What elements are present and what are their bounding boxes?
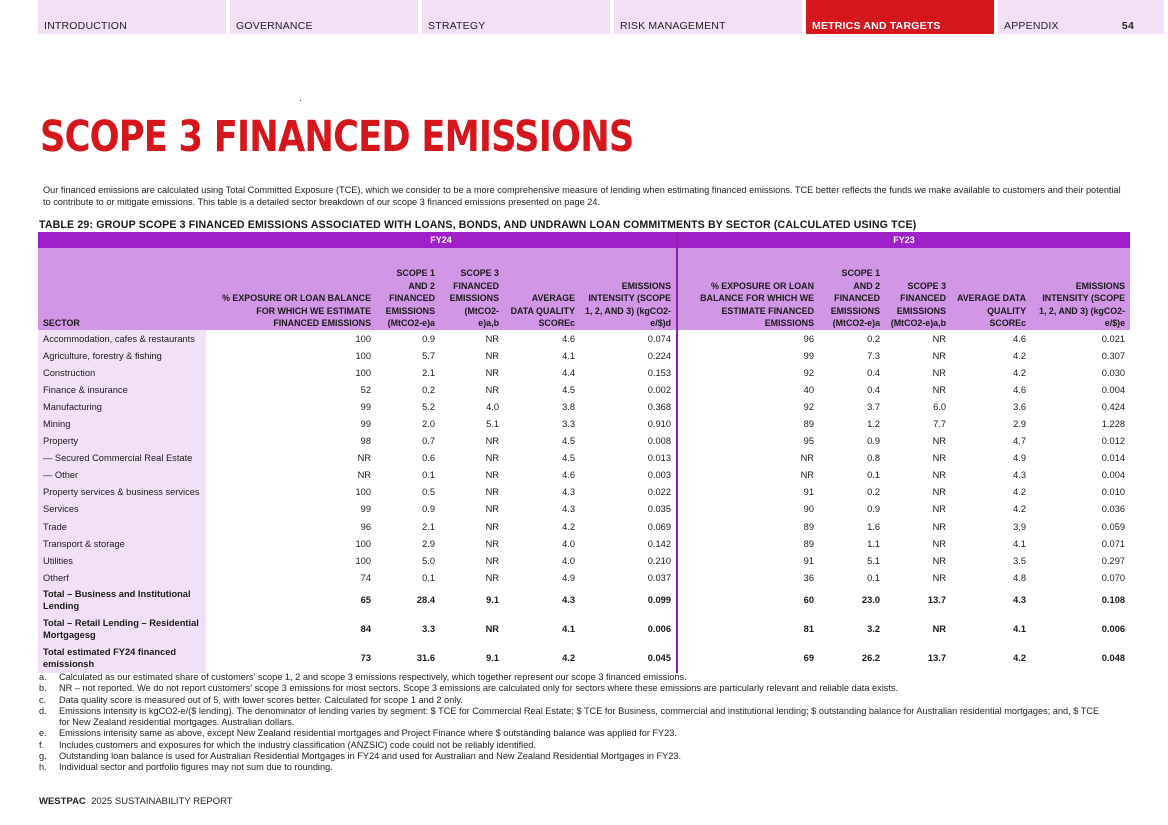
value-cell: 5.1 [486, 419, 499, 430]
table-row [38, 364, 1130, 381]
value-cell: 0.142 [647, 538, 672, 549]
value-cell: 0.7 [422, 436, 435, 447]
value-cell: 0.1 [867, 470, 881, 481]
value-cell: 91 [677, 484, 819, 501]
value-cell: NR [485, 624, 499, 635]
table-title: TABLE 29: GROUP SCOPE 3 FINANCED EMISSIONS ASSOCIATED WITH LOANS, BONDS, AND UNDRAWN LOAN COMMITMENTS BY SECTOR (CALCULATED USING TCE) [39, 219, 917, 231]
value-cell: NR [932, 504, 947, 515]
value-cell: 3.3 [562, 419, 575, 430]
value-cell: NR [485, 487, 499, 498]
value-cell: 9.1 [486, 595, 499, 606]
table-row [38, 501, 1130, 518]
value-cell: 3.3 [422, 624, 435, 635]
value-cell: 0.210 [647, 555, 672, 566]
sector-cell: Utilities [38, 552, 206, 569]
value-cell: 0.910 [647, 419, 672, 430]
value-cell: 4.6 [562, 333, 575, 344]
value-cell: 0.006 [647, 624, 672, 635]
table-row [38, 347, 1130, 364]
value-cell: 0.069 [647, 521, 672, 532]
value-cell: 2.9 [422, 538, 435, 549]
year-fy24: FY24 [206, 232, 677, 248]
value-cell: 4.2 [1013, 504, 1027, 515]
year-header-row [38, 232, 1130, 248]
value-cell: NR [357, 470, 371, 481]
footnote-letter: e. [39, 728, 47, 739]
value-cell: 4.5 [562, 436, 575, 447]
value-cell: 40 [677, 381, 819, 398]
value-cell: NR [485, 333, 499, 344]
value-cell: NR [932, 333, 947, 344]
value-cell: 0.2 [867, 487, 881, 498]
sector-cell: Services [38, 501, 206, 518]
value-cell: 0.030 [1101, 367, 1126, 378]
footnote-text: Outstanding loan balance is used for Australian Residential Mortgages in FY24 and used for Australian and New Zealand Residential Mortgages in FY23. [59, 751, 682, 762]
value-cell: 4.1 [1013, 624, 1027, 635]
value-cell: NR [485, 538, 499, 549]
value-cell: 0.4 [867, 367, 881, 378]
table-row [38, 398, 1130, 415]
value-cell: 23.0 [861, 595, 881, 606]
value-cell: 0.1 [422, 572, 435, 583]
value-cell: 1.2 [867, 419, 881, 430]
value-cell: 3.2 [867, 624, 881, 635]
sector-cell: Property services & business services [38, 484, 206, 501]
value-cell: 3.6 [1013, 401, 1027, 412]
value-cell: 3.7 [867, 401, 881, 412]
value-cell: 2.1 [422, 367, 435, 378]
value-cell: NR [677, 450, 819, 467]
value-cell: 0.070 [1101, 572, 1126, 583]
col-exposure: % EXPOSURE OR LOAN BALANCE FOR WHICH WE ESTIMATE FINANCED EMISSIONS [206, 248, 376, 330]
footnote [39, 706, 1109, 729]
value-cell: 0.9 [867, 436, 881, 447]
value-cell: NR [932, 572, 947, 583]
value-cell: 5.2 [422, 401, 435, 412]
value-cell: 9.1 [486, 653, 499, 664]
value-cell: 0.2 [867, 333, 881, 344]
value-cell: 4.5 [562, 453, 575, 464]
col-exposure: % EXPOSURE OR LOAN BALANCE FOR WHICH WE ESTIMATE FINANCED EMISSIONS [677, 248, 819, 330]
col-quality: AVERAGE DATA QUALITY SCOREc [951, 248, 1031, 330]
table-row [38, 381, 1130, 398]
footer-report: 2025 SUSTAINABILITY REPORT [91, 796, 233, 807]
sector-cell: Mining [38, 415, 206, 432]
table-body [38, 330, 1130, 673]
value-cell: 4.7 [1013, 436, 1027, 447]
footer-brand: WESTPAC [39, 796, 86, 807]
col-quality: AVERAGE DATA QUALITY SCOREc [504, 248, 580, 330]
value-cell: NR [932, 521, 947, 532]
footnote [39, 740, 1109, 751]
table-row [38, 518, 1130, 535]
value-cell: 0.153 [647, 367, 672, 378]
footnote-text: Data quality score is measured out of 5, with lower scores better. Calculated for scope 1 and 2 only. [59, 694, 463, 705]
value-cell: 0.108 [1101, 595, 1126, 606]
value-cell: NR [485, 436, 499, 447]
footnote-letter: b. [39, 683, 47, 694]
value-cell: 0.021 [1101, 333, 1126, 344]
value-cell: 28.4 [416, 595, 435, 606]
value-cell: 0.5 [422, 487, 435, 498]
col-intensity: EMISSIONS INTENSITY (SCOPE 1, 2, AND 3) (kgCO2-e/$)e [1031, 248, 1130, 330]
sector-cell: Finance & insurance [38, 381, 206, 398]
footnote [39, 728, 1109, 739]
value-cell: 0.2 [422, 384, 435, 395]
value-cell: 4.9 [562, 572, 575, 583]
total-row [38, 586, 1130, 615]
value-cell: 4.2 [1013, 653, 1027, 664]
sector-cell: Transport & storage [38, 535, 206, 552]
value-cell: 0.071 [1101, 538, 1126, 549]
tab-appendix[interactable] [998, 0, 1164, 34]
tab-label: APPENDIX [1004, 20, 1059, 32]
sector-cell: Otherf [38, 569, 206, 586]
value-cell: 96 [677, 330, 819, 347]
value-cell: 0.9 [422, 333, 435, 344]
tab-introduction[interactable] [38, 0, 226, 34]
value-cell: NR [932, 350, 947, 361]
footnote-text: Emissions intensity is kgCO2-e/($ lending). The denominator of lending varies by segment: $ TCE for Commercial Real Estate; $ TCE for Business, commercial and institutional lending; $ outstanding balance for Australian residential mortgages; and, $ TCE for New Zealand residential mortgages. Australian dollars. [59, 705, 1100, 728]
value-cell: 2.9 [1013, 419, 1027, 430]
footnote [39, 762, 1109, 773]
value-cell: 96 [360, 521, 371, 532]
value-cell: NR [485, 555, 499, 566]
value-cell: 1.1 [867, 538, 881, 549]
value-cell: NR [932, 453, 947, 464]
tab-label: GOVERNANCE [236, 20, 313, 32]
year-fy23: FY23 [677, 232, 1130, 248]
footnote-text: Individual sector and portfolio figures may not sum due to rounding. [59, 762, 333, 773]
value-cell: 89 [677, 415, 819, 432]
tab-label: METRICS AND TARGETS [812, 20, 941, 32]
value-cell: 89 [677, 518, 819, 535]
sector-cell: Accommodation, cafes & restaurants [38, 330, 206, 347]
value-cell: 4.1 [562, 624, 575, 635]
value-cell: 5.1 [867, 555, 881, 566]
value-cell: 90 [677, 501, 819, 518]
value-cell: NR [485, 521, 499, 532]
col-scope12: SCOPE 1 AND 2 FINANCED EMISSIONS (MtCO2-e)a [376, 248, 440, 330]
value-cell: 0.037 [647, 572, 672, 583]
value-cell: 7.7 [933, 419, 947, 430]
footnote-letter: a. [39, 672, 47, 682]
value-cell: 4.6 [1013, 333, 1027, 344]
value-cell: 0.036 [1101, 504, 1126, 515]
value-cell: 65 [360, 595, 371, 606]
value-cell: NR [485, 572, 499, 583]
footnote-letter: d. [39, 705, 47, 716]
footnote [39, 751, 1109, 762]
footnote [39, 672, 1109, 683]
value-cell: NR [932, 624, 947, 635]
footnote [39, 695, 1109, 706]
value-cell: 4.8 [1013, 572, 1027, 583]
value-cell: 100 [355, 487, 371, 498]
tab-risk-management[interactable] [614, 0, 802, 34]
tab-metrics-and-targets[interactable] [806, 0, 994, 34]
sector-cell: Construction [38, 364, 206, 381]
value-cell: 100 [355, 538, 371, 549]
value-cell: 52 [360, 384, 371, 395]
value-cell: 4.2 [1013, 350, 1027, 361]
value-cell: 0.099 [647, 595, 672, 606]
total-row [38, 644, 1130, 673]
col-intensity: EMISSIONS INTENSITY (SCOPE 1, 2, AND 3) (kgCO2-e/$)d [580, 248, 677, 330]
value-cell: 74 [360, 572, 371, 583]
value-cell: 0.9 [867, 504, 881, 515]
value-cell: 0.006 [1101, 624, 1126, 635]
intro-paragraph: Our financed emissions are calculated using Total Committed Exposure (TCE), which we consider to be a more comprehensive measure of lending when estimating financed emissions. TCE better reflects the funds we make available to customers and their potential to contribute to or mitigate emissions. This table is a detailed sector breakdown of our scope 3 financed emissions presented on page 24. [43, 185, 1121, 207]
tab-label: RISK MANAGEMENT [620, 20, 726, 32]
value-cell: 0.035 [647, 504, 672, 515]
value-cell: 0.013 [647, 453, 672, 464]
value-cell: 0.004 [1101, 470, 1126, 481]
table-row [38, 484, 1130, 501]
value-cell: NR [932, 487, 947, 498]
footnote-letter: g. [39, 751, 47, 762]
sector-cell: Manufacturing [38, 398, 206, 415]
value-cell: 4.2 [562, 521, 575, 532]
tab-strategy[interactable] [422, 0, 610, 34]
value-cell: 0.4 [867, 384, 881, 395]
tab-governance[interactable] [230, 0, 418, 34]
value-cell: 4.3 [1013, 595, 1027, 606]
footnote-text: Calculated as our estimated share of customers' scope 1, 2 and scope 3 emissions respectively, which together represent our scope 3 financed emissions. [59, 672, 687, 682]
value-cell: 99 [360, 504, 371, 515]
value-cell: 0.8 [867, 453, 881, 464]
value-cell: 0.424 [1101, 401, 1126, 412]
value-cell: 1.6 [867, 521, 881, 532]
value-cell: 4.2 [1013, 367, 1027, 378]
value-cell: 3.8 [562, 401, 575, 412]
value-cell: 0.010 [1101, 487, 1126, 498]
value-cell: 0.045 [647, 653, 672, 664]
value-cell: 98 [360, 436, 371, 447]
value-cell: 0.059 [1101, 521, 1126, 532]
value-cell: 4.2 [1013, 487, 1027, 498]
value-cell: 69 [677, 644, 819, 673]
column-header-row [38, 248, 1130, 330]
value-cell: 92 [677, 364, 819, 381]
col-scope3: SCOPE 3 FINANCED EMISSIONS (MtCO2-e)a,b [885, 248, 951, 330]
page-title: SCOPE 3 FINANCED EMISSIONS [40, 112, 634, 162]
value-cell: 0.008 [647, 436, 672, 447]
tab-label: STRATEGY [428, 20, 486, 32]
value-cell: 0.307 [1101, 350, 1126, 361]
footer [39, 796, 233, 807]
value-cell: 7.3 [867, 350, 881, 361]
top-nav [38, 0, 1168, 34]
value-cell: 81 [677, 615, 819, 644]
value-cell: 2.1 [422, 521, 435, 532]
footnote-letter: f. [39, 739, 45, 750]
sector-cell: — Secured Commercial Real Estate [38, 450, 206, 467]
value-cell: 100 [355, 367, 371, 378]
table-row [38, 552, 1130, 569]
value-cell: 31.6 [416, 653, 435, 664]
value-cell: NR [357, 453, 371, 464]
value-cell: 95 [677, 433, 819, 450]
sector-cell: Agriculture, forestry & fishing [38, 347, 206, 364]
total-row [38, 615, 1130, 644]
value-cell: NR [485, 453, 499, 464]
emissions-table [38, 232, 1130, 673]
value-cell: 4.0 [562, 538, 575, 549]
table-row [38, 330, 1130, 347]
value-cell: 0.004 [1101, 384, 1126, 395]
value-cell: NR [485, 470, 499, 481]
value-cell: 4.3 [1013, 470, 1027, 481]
value-cell: 0.074 [647, 333, 672, 344]
footnote-text: NR – not reported. We do not report customers' scope 3 emissions for most sectors. Scope 3 emissions are calculated only for sectors where these emissions are particularly relevant and reliable data exists. [59, 683, 899, 694]
sector-cell: Total – Business and Institutional Lending [38, 586, 206, 615]
table-row [38, 415, 1130, 432]
value-cell: 0.002 [647, 384, 672, 395]
value-cell: 4.5 [562, 384, 575, 395]
value-cell: 4.3 [562, 504, 575, 515]
value-cell: 92 [677, 398, 819, 415]
value-cell: 0.297 [1101, 555, 1126, 566]
table-row [38, 535, 1130, 552]
value-cell: NR [485, 504, 499, 515]
footnote-letter: c. [39, 694, 47, 705]
sector-cell: Property [38, 433, 206, 450]
value-cell: NR [932, 470, 947, 481]
page-number: 54 [1121, 20, 1134, 32]
value-cell: 4.0 [562, 555, 575, 566]
value-cell: 0.014 [1101, 453, 1126, 464]
footnote-letter: h. [39, 762, 47, 773]
value-cell: 5.7 [422, 350, 435, 361]
col-sector: SECTOR [38, 248, 206, 330]
value-cell: 13.7 [927, 653, 947, 664]
sector-cell: — Other [38, 467, 206, 484]
value-cell: NR [677, 467, 819, 484]
value-cell: 0.9 [422, 504, 435, 515]
value-cell: 4.4 [562, 367, 575, 378]
value-cell: 4.0 [486, 401, 499, 412]
value-cell: NR [932, 384, 947, 395]
col-scope12: SCOPE 1 AND 2 FINANCED EMISSIONS (MtCO2-e)a [819, 248, 885, 330]
value-cell: 99 [360, 401, 371, 412]
value-cell: 99 [677, 347, 819, 364]
value-cell: NR [932, 555, 947, 566]
table-row [38, 569, 1130, 586]
table-row [38, 467, 1130, 484]
footnote [39, 683, 1109, 694]
sector-cell: Total estimated FY24 financed emissionsh [38, 644, 206, 673]
footnote-text: Emissions intensity same as above, except New Zealand residential mortgages and Project Finance where $ outstanding balance was applied for FY23. [59, 728, 677, 739]
value-cell: 1.228 [1101, 419, 1126, 430]
value-cell: 89 [677, 535, 819, 552]
value-cell: 4.3 [562, 487, 575, 498]
value-cell: NR [485, 350, 499, 361]
footnotes [39, 672, 1109, 774]
value-cell: NR [932, 436, 947, 447]
value-cell: 4.1 [562, 350, 575, 361]
value-cell: 0.368 [647, 401, 672, 412]
value-cell: 60 [677, 586, 819, 615]
value-cell: 26.2 [861, 653, 881, 664]
value-cell: NR [932, 538, 947, 549]
value-cell: 5.0 [422, 555, 435, 566]
value-cell: 100 [355, 333, 371, 344]
value-cell: 2.0 [422, 419, 435, 430]
table-row [38, 433, 1130, 450]
value-cell: 4.9 [1013, 453, 1027, 464]
sector-cell: Trade [38, 518, 206, 535]
col-scope3: SCOPE 3 FINANCED EMISSIONS (MtCO2-e)a,b [440, 248, 504, 330]
table-row [38, 450, 1130, 467]
value-cell: 4.2 [562, 653, 575, 664]
value-cell: 100 [355, 555, 371, 566]
value-cell: 99 [360, 419, 371, 430]
value-cell: 0.6 [422, 453, 435, 464]
value-cell: 91 [677, 552, 819, 569]
value-cell: 0.224 [647, 350, 672, 361]
value-cell: 3.5 [1013, 555, 1027, 566]
value-cell: 0.003 [647, 470, 672, 481]
value-cell: 4.3 [562, 595, 575, 606]
value-cell: 100 [355, 350, 371, 361]
tab-label: INTRODUCTION [44, 20, 127, 32]
value-cell: 73 [360, 653, 371, 664]
value-cell: 0.1 [422, 470, 435, 481]
value-cell: NR [932, 367, 947, 378]
value-cell: 3,9 [1013, 521, 1027, 532]
value-cell: 84 [360, 624, 371, 635]
value-cell: 4.6 [562, 470, 575, 481]
sector-cell: Total – Retail Lending – Residential Mortgagesg [38, 615, 206, 644]
value-cell: 0.1 [867, 572, 881, 583]
footnote-text: Includes customers and exposures for which the industry classification (ANZSIC) code could not be reliably identified. [59, 739, 536, 750]
value-cell: 36 [677, 569, 819, 586]
value-cell: 6.0 [933, 401, 947, 412]
value-cell: 13.7 [927, 595, 947, 606]
value-cell: 0.048 [1101, 653, 1126, 664]
value-cell: 0.012 [1101, 436, 1126, 447]
value-cell: NR [485, 384, 499, 395]
value-cell: 4.1 [1013, 538, 1027, 549]
value-cell: NR [485, 367, 499, 378]
stray-dot [300, 100, 301, 101]
value-cell: 0.022 [647, 487, 672, 498]
value-cell: 4.6 [1013, 384, 1027, 395]
